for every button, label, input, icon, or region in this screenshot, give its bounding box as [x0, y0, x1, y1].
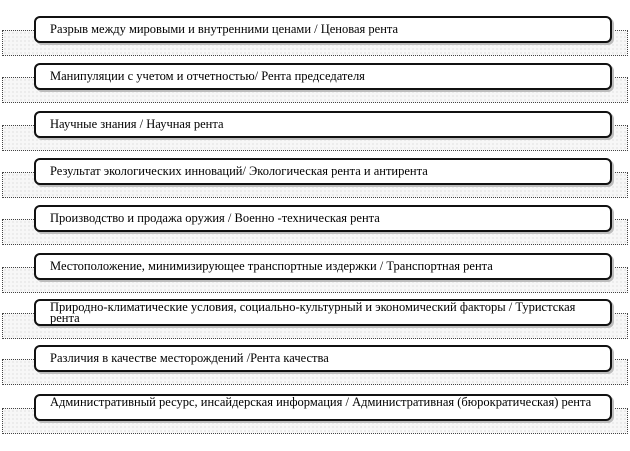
rent-box-label: Научные знания / Научная рента	[50, 117, 224, 131]
rent-row	[0, 205, 630, 253]
rent-box-label: Административный ресурс, инсайдерская информация / Административная (бюрократическая) рента	[50, 395, 592, 409]
rent-box-label: Манипуляции с учетом и отчетностью/ Рента председателя	[50, 69, 365, 83]
rent-box	[34, 111, 612, 138]
rent-box	[34, 158, 612, 185]
rent-box	[34, 205, 612, 232]
rent-row	[0, 111, 630, 159]
rent-box	[34, 299, 612, 326]
rent-box	[34, 63, 612, 90]
rent-row	[0, 345, 630, 393]
rent-row	[0, 158, 630, 206]
rent-row	[0, 16, 630, 64]
rent-box-label: Результат экологических инноваций/ Экологическая рента и антирента	[50, 164, 428, 178]
rent-box-label: Различия в качестве месторождений /Рента качества	[50, 351, 329, 365]
rent-box	[34, 16, 612, 43]
rent-box	[34, 253, 612, 280]
rent-box-label: Природно-климатические условия, социально-культурный и экономический факторы / Туристская рента	[50, 300, 576, 325]
rent-row	[0, 299, 630, 347]
rent-box	[34, 345, 612, 372]
rent-box	[34, 394, 612, 421]
rent-row	[0, 63, 630, 111]
rent-row	[0, 253, 630, 301]
rent-row	[0, 394, 630, 442]
rent-box-label: Местоположение, минимизирующее транспортные издержки / Транспортная рента	[50, 259, 493, 273]
rent-box-label: Производство и продажа оружия / Военно -техническая рента	[50, 211, 380, 225]
rent-box-label: Разрыв между мировыми и внутренними ценами / Ценовая рента	[50, 22, 399, 36]
